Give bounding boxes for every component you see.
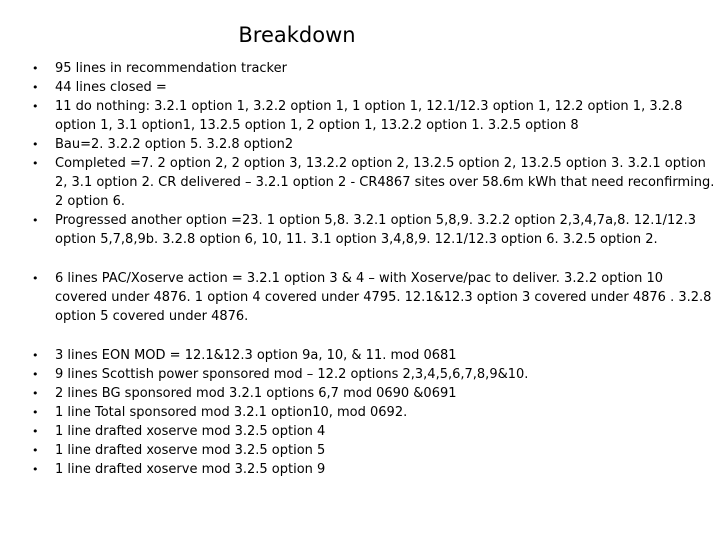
bullet-text-line: 9 lines Scottish power sponsored mod – 12.2 options 2,3,4,5,6,7,8,9&10. [55,367,529,382]
bullet-text-line: 2 lines BG sponsored mod 3.2.1 options 6,7 mod 0690 &0691 [55,386,457,401]
bullet-marker: • [32,138,39,151]
bullet-marker: • [32,100,39,113]
bullet-marker: • [32,387,39,400]
bullet-item [0,460,720,479]
bullet-text-line: option 5 covered under 4876. [55,309,249,324]
bullet-item [0,384,720,403]
bullet-text-line: Bau=2. 3.2.2 option 5. 3.2.8 option2 [55,137,294,152]
bullet-marker: • [32,425,39,438]
bullet-item [0,422,720,441]
bullet-marker: • [32,157,39,170]
bullet-text-line: option 1, 3.1 option1, 13.2.5 option 1, 2 option 1, 13.2.2 option 1. 3.2.5 option 8 [55,118,579,133]
bullet-text-line: Completed =7. 2 option 2, 2 option 3, 13.2.2 option 2, 13.2.5 option 2, 13.2.5 option 3. 3.2.1 option [55,156,706,171]
bullet-marker: • [32,463,39,476]
bullet-marker: • [32,368,39,381]
bullet-list-mods [0,346,720,479]
bullet-item [0,211,720,249]
bullet-item [0,441,720,460]
bullet-item [0,78,720,97]
bullet-text-line: 1 line Total sponsored mod 3.2.1 option10, mod 0692. [55,405,408,420]
bullet-text-line: covered under 4876. 1 option 4 covered under 4795. 12.1&12.3 option 3 covered under 4876 . 3.2.8 [55,290,712,305]
bullet-item [0,365,720,384]
bullet-text-line: Progressed another option =23. 1 option 5,8. 3.2.1 option 5,8,9. 3.2.2 option 2,3,4,7a,8. 12.1/12.3 [55,213,696,228]
bullet-text-line: 1 line drafted xoserve mod 3.2.5 option 4 [55,424,326,439]
bullet-item [0,135,720,154]
bullet-marker: • [32,214,39,227]
bullet-text-line: 3 lines EON MOD = 12.1&12.3 option 9a, 10, & 11. mod 0681 [55,348,457,363]
bullet-marker: • [32,349,39,362]
bullet-list-pac-xoserve [0,269,720,326]
bullet-text-line: 6 lines PAC/Xoserve action = 3.2.1 option 3 & 4 – with Xoserve/pac to deliver. 3.2.2 option 10 [55,271,664,286]
bullet-text-line: 11 do nothing: 3.2.1 option 1, 3.2.2 option 1, 1 option 1, 12.1/12.3 option 1, 12.2 option 1, 3.2.8 [55,99,683,114]
bullet-item [0,97,720,135]
bullet-marker: • [32,406,39,419]
bullet-text-line: 2, 3.1 option 2. CR delivered – 3.2.1 option 2 - CR4867 sites over 58.6m kWh that need reconfirming. [55,175,715,190]
bullet-text-line: 2 option 6. [55,194,126,209]
bullet-text-line: 44 lines closed = [55,80,167,95]
bullet-item [0,154,720,211]
bullet-item [0,269,720,326]
bullet-text-line: 95 lines in recommendation tracker [55,61,287,76]
bullet-marker: • [32,62,39,75]
bullet-item [0,346,720,365]
slide-title: Breakdown [238,23,356,47]
bullet-item [0,403,720,422]
bullet-text-line: option 5,7,8,9b. 3.2.8 option 6, 10, 11. 3.1 option 3,4,8,9. 12.1/12.3 option 6. 3.2.5 option 2. [55,232,658,247]
bullet-text-line: 1 line drafted xoserve mod 3.2.5 option 5 [55,443,326,458]
bullet-list-summary [0,59,720,249]
bullet-marker: • [32,81,39,94]
bullet-marker: • [32,272,39,285]
bullet-marker: • [32,444,39,457]
bullet-item [0,59,720,78]
bullet-text-line: 1 line drafted xoserve mod 3.2.5 option 9 [55,462,326,477]
